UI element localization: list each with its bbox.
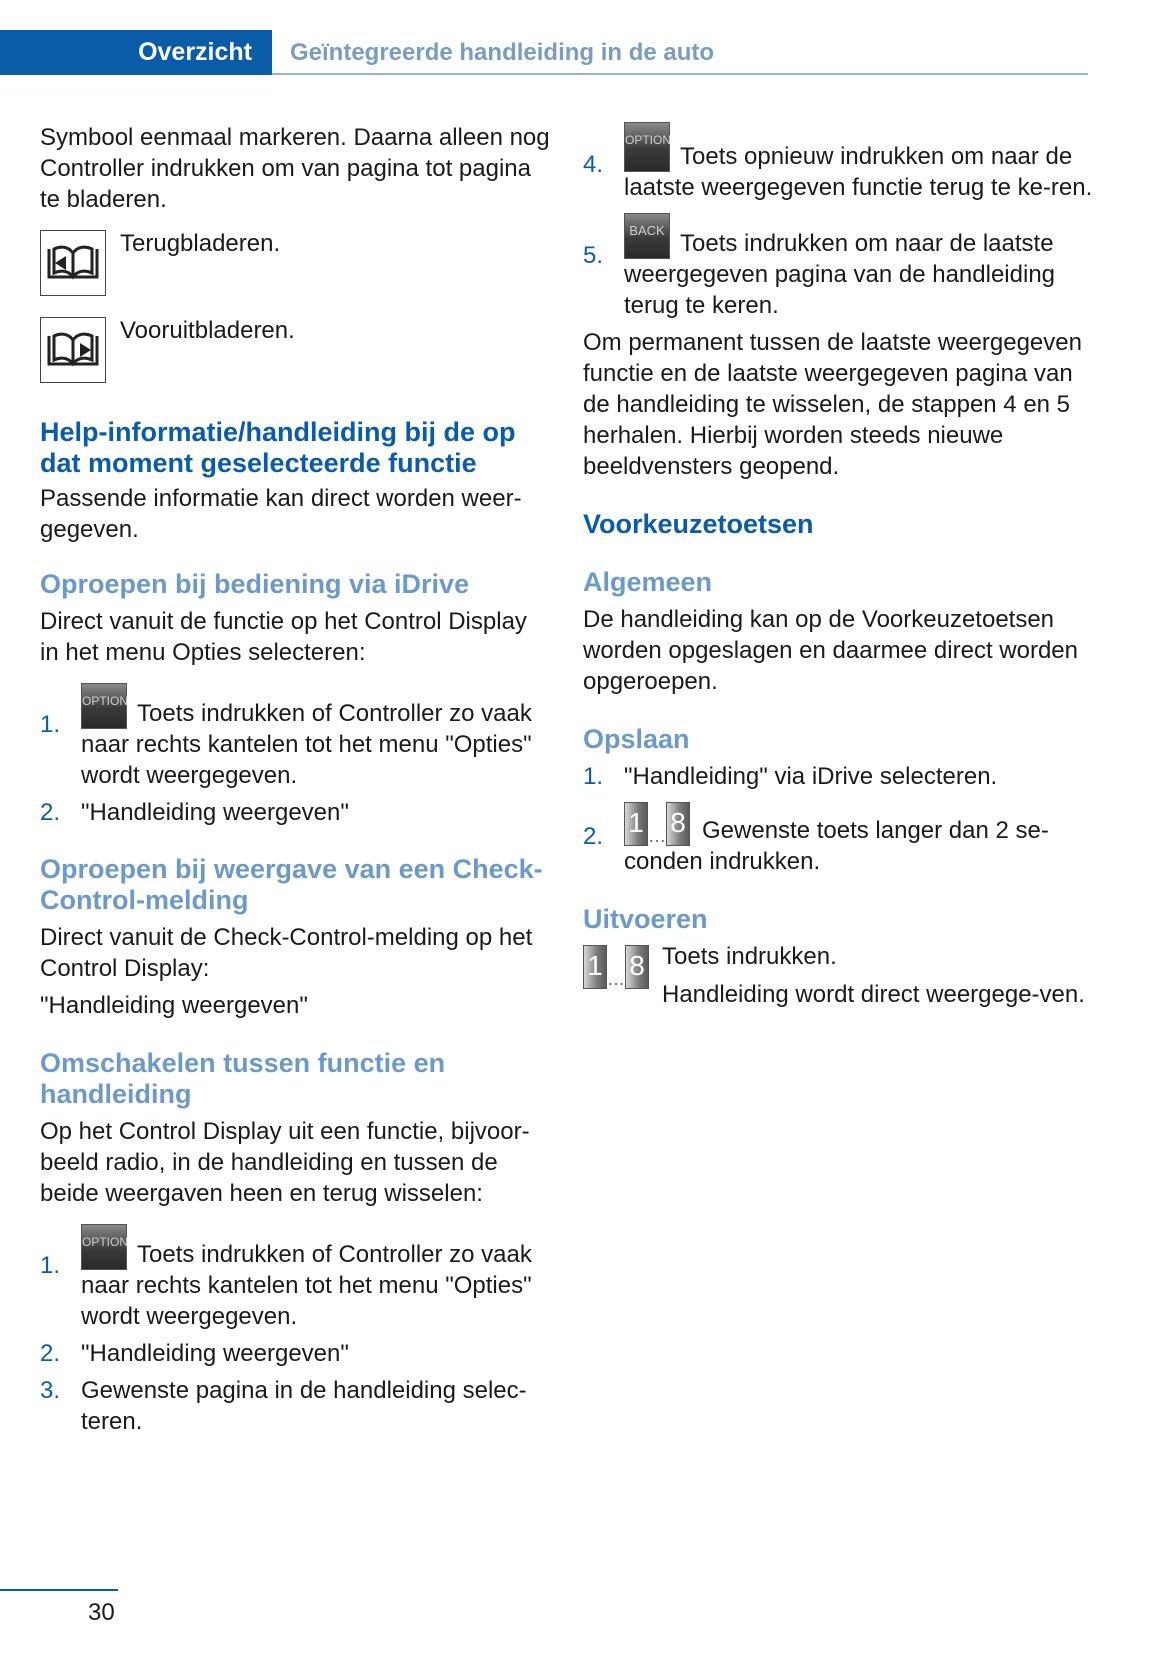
execute-heading: Uitvoeren — [583, 904, 708, 934]
back-label: Terugbladeren. — [120, 230, 281, 257]
step-number: 2. — [40, 1340, 61, 1367]
list-item — [40, 1375, 550, 1437]
general-heading: Algemeen — [583, 567, 713, 597]
forward-row — [40, 317, 550, 383]
option-button-icon: OPTION — [624, 122, 670, 172]
page-title: Geïntegreerde handleiding in de auto — [290, 39, 715, 66]
checkcontrol-item: "Handleiding weergeven" — [40, 992, 308, 1019]
execute-block — [583, 941, 1093, 1010]
idrive-text: Direct vanuit de functie op het Control Display in het menu Opties selecteren: — [40, 608, 527, 666]
step-number: 4. — [583, 151, 604, 178]
step-text: Toets opnieuw indrukken om naar de laatste weergegeven functie terug te ke-ren. — [624, 143, 1093, 201]
continued-steps — [583, 122, 1093, 321]
idrive-steps — [40, 683, 550, 828]
list-item — [583, 802, 1093, 877]
list-item — [40, 683, 550, 791]
right-column — [583, 122, 1093, 1010]
list-item — [40, 1338, 550, 1369]
preset-heading: Voorkeuzetoetsen — [583, 509, 814, 539]
idrive-heading: Oproepen bij bediening via iDrive — [40, 569, 470, 599]
option-button-icon: OPTION — [81, 1224, 127, 1270]
footer-divider — [0, 1589, 118, 1591]
step-text: Toets indrukken om naar de laatste weergegeven pagina van de handleiding terug te keren. — [624, 230, 1056, 319]
page-number: 30 — [88, 1599, 115, 1626]
execute-line-1: Toets indrukken. — [662, 943, 837, 970]
back-row — [40, 230, 550, 296]
execute-line-2: Handleiding wordt direct weergege-ven. — [662, 981, 1085, 1008]
help-text: Passende informatie kan direct worden weer-gegeven. — [40, 485, 522, 543]
list-item — [583, 761, 1093, 792]
step-text: Gewenste toets langer dan 2 se-conden indrukken. — [624, 817, 1049, 875]
list-item — [40, 1224, 550, 1332]
step-number: 2. — [583, 823, 604, 850]
general-text: De handleiding kan op de Voorkeuzetoetsen worden opgeslagen en daarmee direct worden opgeroepen. — [583, 606, 1078, 695]
save-heading: Opslaan — [583, 724, 690, 754]
list-item — [583, 213, 1093, 321]
step-number: 1. — [40, 711, 61, 738]
switch-heading: Omschakelen tussen functie en handleiding — [40, 1048, 446, 1109]
back-button-icon: BACK — [624, 213, 670, 259]
preset-keys-icon — [583, 945, 649, 989]
checkcontrol-heading: Oproepen bij weergave van een Check-Control-melding — [40, 854, 543, 915]
help-heading: Help-informatie/handleiding bij de op dat moment geselecteerde functie — [40, 417, 516, 478]
permanent-text: Om permanent tussen de laatste weergegeven functie en de laatste weergegeven pagina van de handleiding te wisselen, de stappen 4 en 5 herhalen. Hierbij worden steeds nieuwe beeldvensters geopend. — [583, 329, 1082, 480]
step-text: "Handleiding weergeven" — [81, 799, 349, 826]
section-tab: Overzicht — [0, 30, 272, 75]
page-forward-icon — [40, 317, 106, 383]
page-back-icon — [40, 230, 106, 296]
intro-text: Symbool eenmaal markeren. Daarna alleen nog Controller indrukken om van pagina tot pagina te bladeren. — [40, 124, 550, 213]
option-button-icon: OPTION — [81, 683, 127, 729]
preset-key-1-icon: 1 — [624, 802, 648, 846]
step-text: "Handleiding" via iDrive selecteren. — [624, 763, 998, 790]
preset-key-8-icon: 8 — [625, 945, 649, 989]
step-text: Gewenste pagina in de handleiding selec-teren. — [81, 1377, 527, 1435]
forward-label: Vooruitbladeren. — [120, 317, 295, 344]
preset-keys-icon — [624, 802, 690, 846]
step-number: 5. — [583, 242, 604, 269]
step-number: 3. — [40, 1377, 61, 1404]
step-number: 2. — [40, 799, 61, 826]
preset-key-1-icon: 1 — [583, 945, 607, 989]
left-column — [40, 122, 550, 1437]
save-steps — [583, 761, 1093, 877]
list-item — [583, 122, 1093, 203]
ellipsis-icon: … — [648, 826, 666, 846]
checkcontrol-text: Direct vanuit de Check-Control-melding op het Control Display: — [40, 924, 533, 982]
step-text: Toets indrukken of Controller zo vaak naar rechts kantelen tot het menu "Opties" wordt weergegeven. — [81, 700, 532, 789]
switch-steps — [40, 1224, 550, 1437]
step-text: Toets indrukken of Controller zo vaak naar rechts kantelen tot het menu "Opties" wordt weergegeven. — [81, 1241, 532, 1330]
switch-text: Op het Control Display uit een functie, bijvoor-beeld radio, in de handleiding en tussen de beide weergaven heen en terug wisselen: — [40, 1118, 530, 1207]
preset-key-8-icon: 8 — [666, 802, 690, 846]
ellipsis-icon: … — [607, 969, 625, 989]
list-item — [40, 797, 550, 828]
step-number: 1. — [40, 1252, 61, 1279]
step-number: 1. — [583, 763, 604, 790]
header-divider — [272, 73, 1088, 75]
step-text: "Handleiding weergeven" — [81, 1340, 349, 1367]
